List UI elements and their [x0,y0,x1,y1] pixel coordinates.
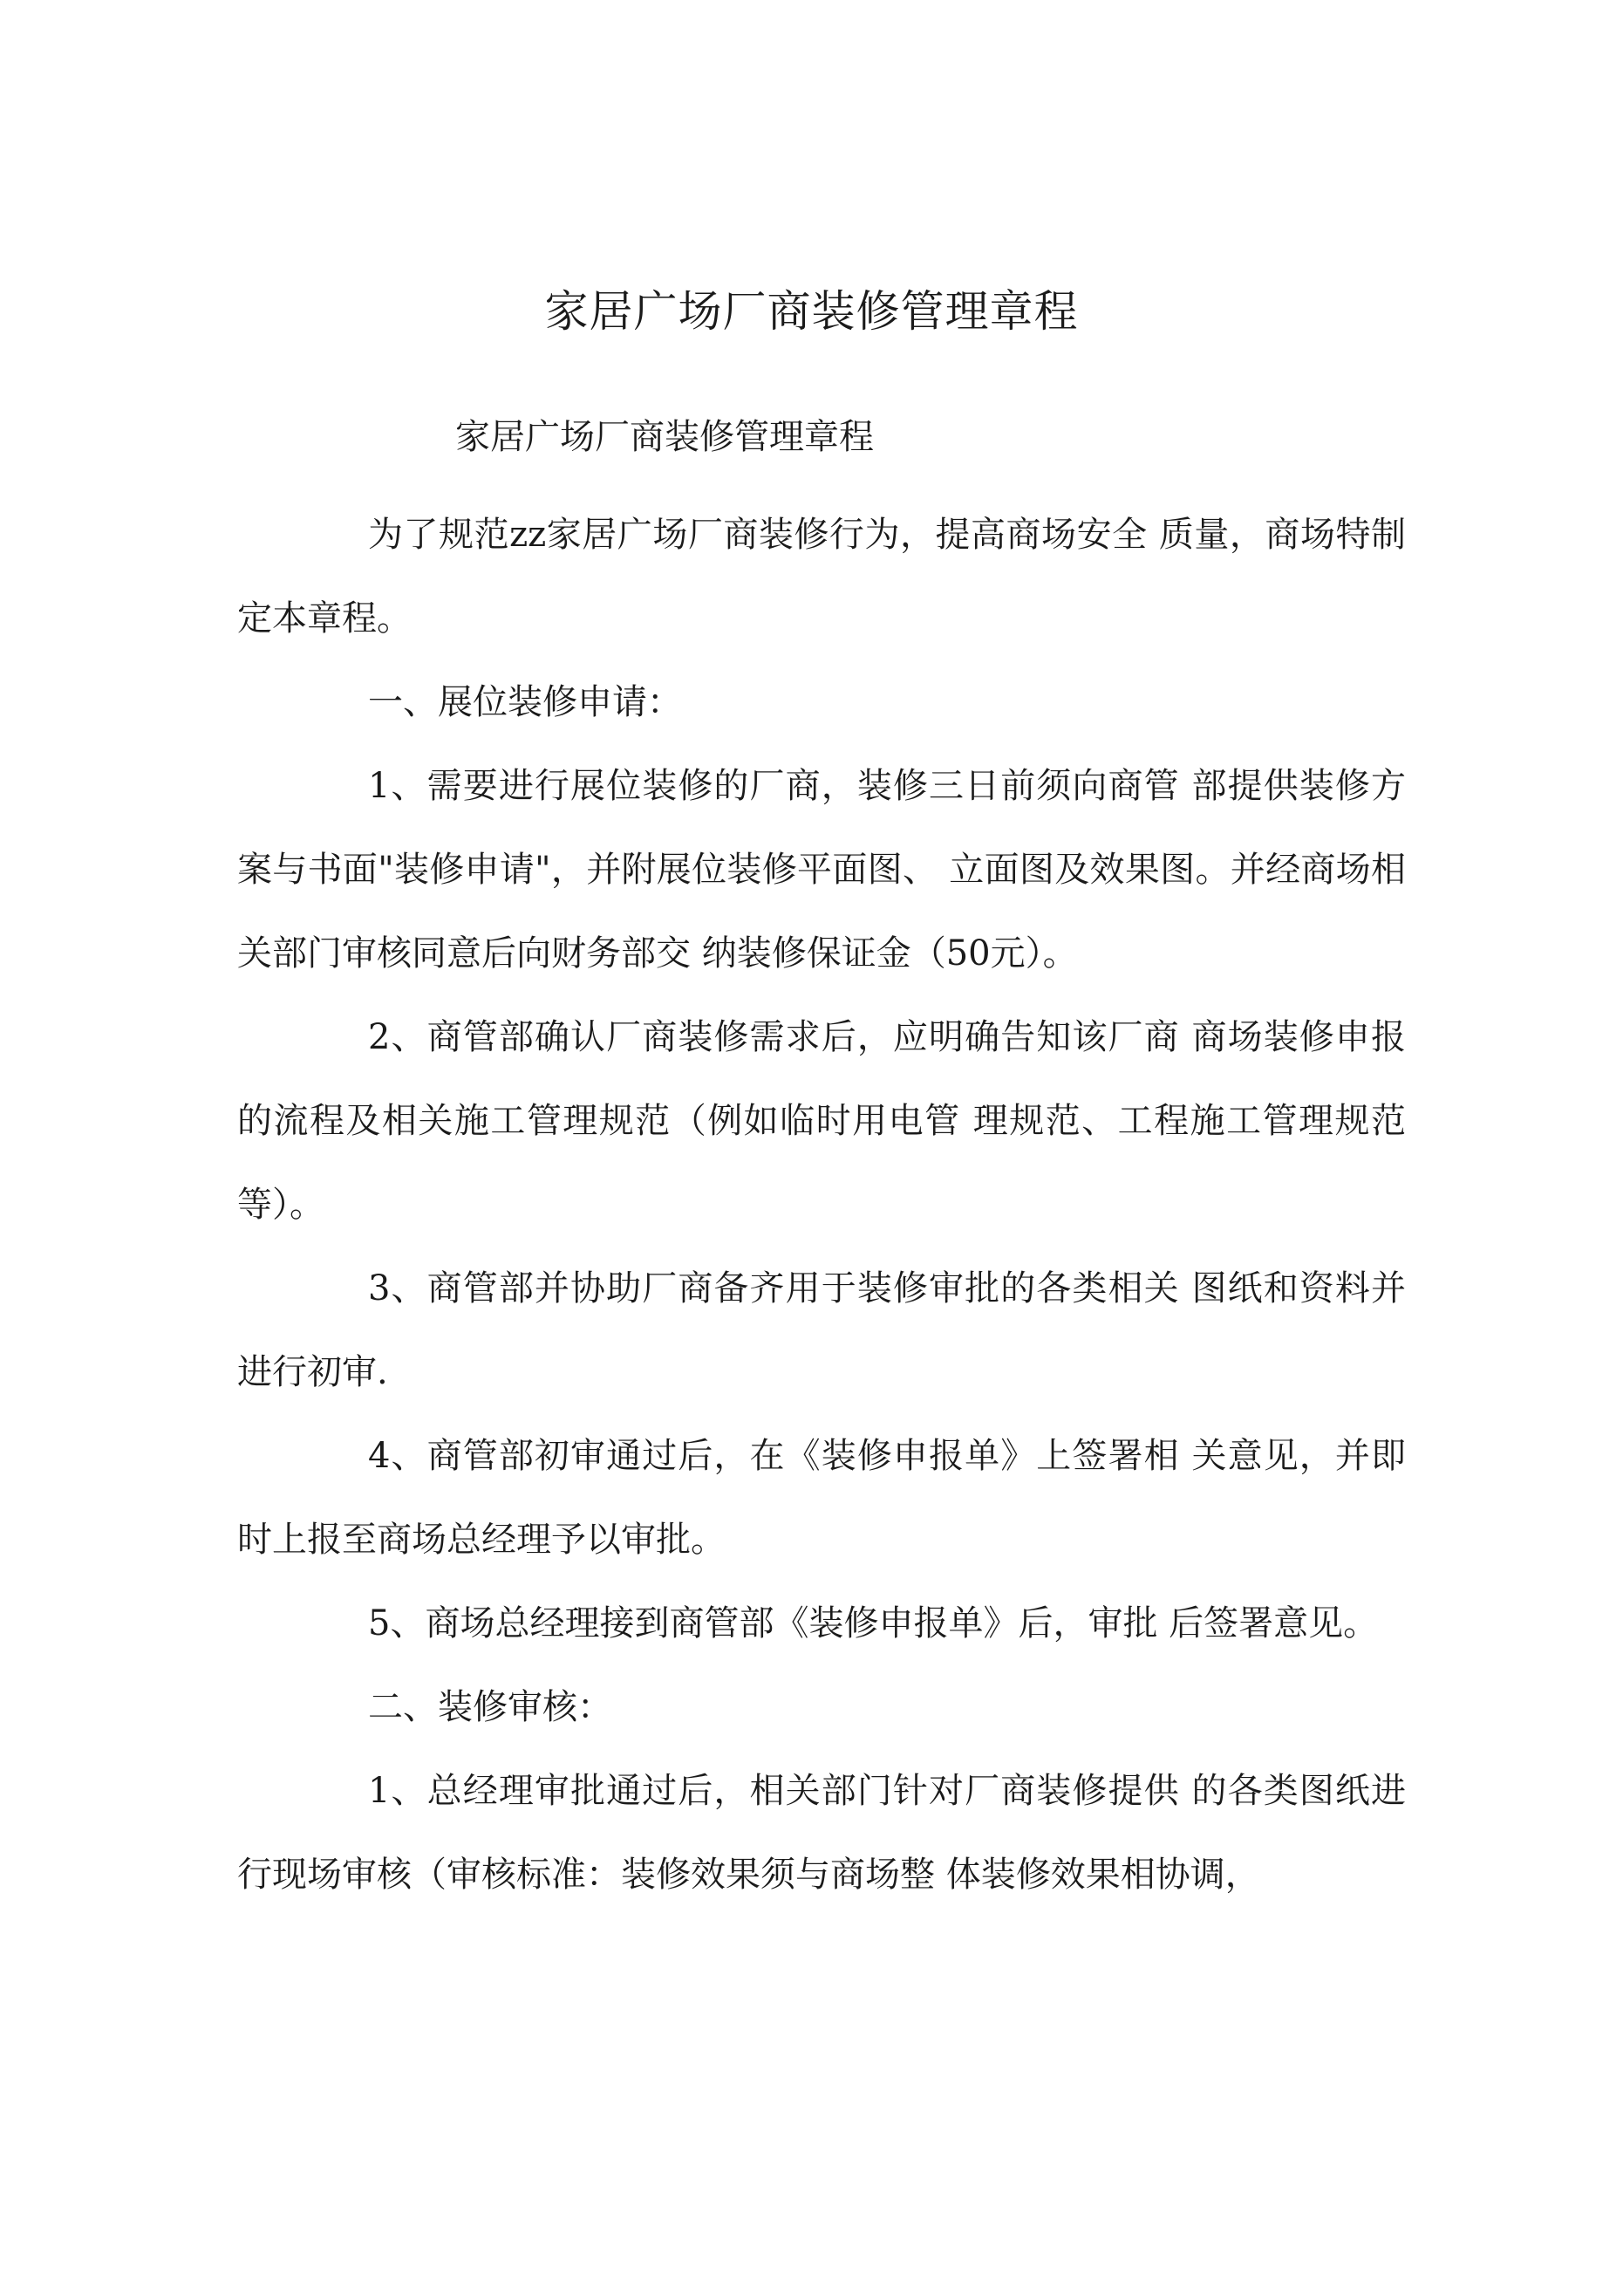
section-heading-review: 二、装修审核： [368,1687,612,1727]
paragraph-item: 1、总经理审批通过后，相关部门针对厂商装修提供 的各类图纸进行现场审核（审核标准：装修效果须与商场整 体装修效果相协调， [237,1771,1406,1895]
paragraph-item: 4、商管部初审通过后，在《装修申报单》上签署相 关意见，并即时上报至商场总经理予以审批。 [237,1436,1406,1560]
section-heading-application: 一、展位装修申请： [368,682,682,722]
document-title: 家居广场厂商装修管理章程 [544,286,1079,337]
paragraph-item: 5、商场总经理接到商管部《装修申报单》后，审批 后签署意见。 [368,1603,1379,1643]
document-subtitle: 家居广场厂商装修管理章程 [455,417,874,457]
paragraph-intro: 为了规范zz家居广场厂商装修行为，提高商场安全 质量，商场特制定本章程。 [237,515,1406,639]
paragraph-item: 1、需要进行展位装修的厂商，装修三日前须向商管 部提供装修方案与书面"装修申请"，并附展位装修平面图、 立面图及效果图。并经商场相关部门审核同意后向财务部交 纳装修保证金（50元）。 [237,766,1406,974]
document-body [237,493,1406,1917]
paragraph-item: 3、商管部并协助厂商备齐用于装修审批的各类相关 图纸和资料并进行初审. [237,1268,1406,1392]
paragraph-item: 2、商管部确认厂商装修需求后，应明确告知该厂商 商场装修申报的流程及相关施工管理规范（例如临时用电管 理规范、工程施工管理规范等）。 [237,1017,1406,1225]
